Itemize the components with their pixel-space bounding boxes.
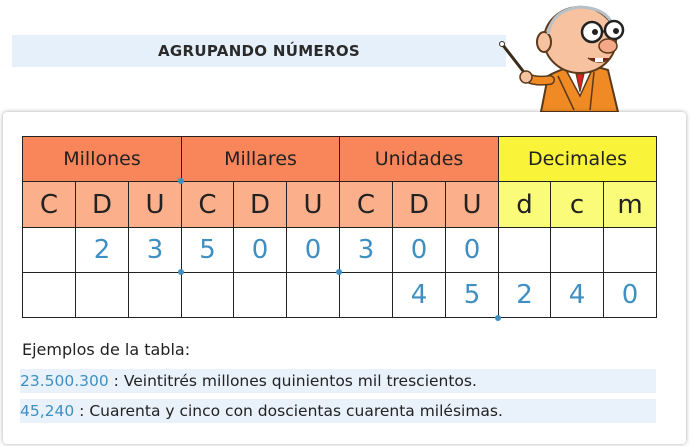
separator-dot (178, 269, 184, 275)
digit-cell: 4 (392, 272, 446, 318)
examples-heading: Ejemplos de la tabla: (22, 340, 191, 359)
digit-cell: 2 (75, 227, 129, 273)
digit-cell (498, 227, 551, 273)
group-header: Decimales (498, 136, 657, 182)
column-header: D (75, 181, 129, 228)
digit-cell: 0 (286, 227, 340, 273)
example-row (20, 399, 656, 423)
teacher-illustration (496, 0, 686, 112)
group-header: Millares (181, 136, 340, 182)
column-header: U (128, 181, 182, 228)
column-header: c (550, 181, 604, 228)
digit-cell: 3 (128, 227, 182, 273)
column-header: m (603, 181, 657, 228)
digit-cell (550, 227, 604, 273)
separator-dot (495, 315, 501, 321)
column-header: d (498, 181, 551, 228)
group-header: Unidades (339, 136, 499, 182)
separator-dot (178, 178, 184, 184)
digit-cell (22, 227, 76, 273)
digit-cell: 2 (498, 272, 551, 318)
digit-cell (339, 272, 393, 318)
digit-cell: 0 (603, 272, 657, 318)
page-title: AGRUPANDO NÚMEROS (158, 42, 360, 60)
column-header: C (181, 181, 234, 228)
digit-cell: 0 (445, 227, 499, 273)
digit-cell (181, 272, 234, 318)
digit-cell: 5 (181, 227, 234, 273)
example-text: : Cuarenta y cinco con doscientas cuarenta milésimas. (74, 402, 503, 420)
column-header: U (286, 181, 340, 228)
digit-cell: 5 (445, 272, 499, 318)
column-header: C (339, 181, 393, 228)
digit-cell: 0 (233, 227, 287, 273)
example-text: : Veintitrés millones quinientos mil trescientos. (108, 372, 477, 390)
column-header: D (233, 181, 287, 228)
example-number: 45,240 (20, 402, 75, 420)
example-number: 23.500.300 (20, 372, 109, 390)
digit-cell (286, 272, 340, 318)
group-header: Millones (22, 136, 182, 182)
place-value-table (22, 136, 656, 318)
digit-cell: 4 (550, 272, 604, 318)
example-row (20, 369, 656, 393)
digit-cell (75, 272, 129, 318)
digit-cell: 3 (339, 227, 393, 273)
digit-cell (22, 272, 76, 318)
column-header: U (445, 181, 499, 228)
digit-cell (128, 272, 182, 318)
column-header: C (22, 181, 76, 228)
digit-cell (603, 227, 657, 273)
digit-cell: 0 (392, 227, 446, 273)
column-header: D (392, 181, 446, 228)
digit-cell (233, 272, 287, 318)
separator-dot (336, 269, 342, 275)
